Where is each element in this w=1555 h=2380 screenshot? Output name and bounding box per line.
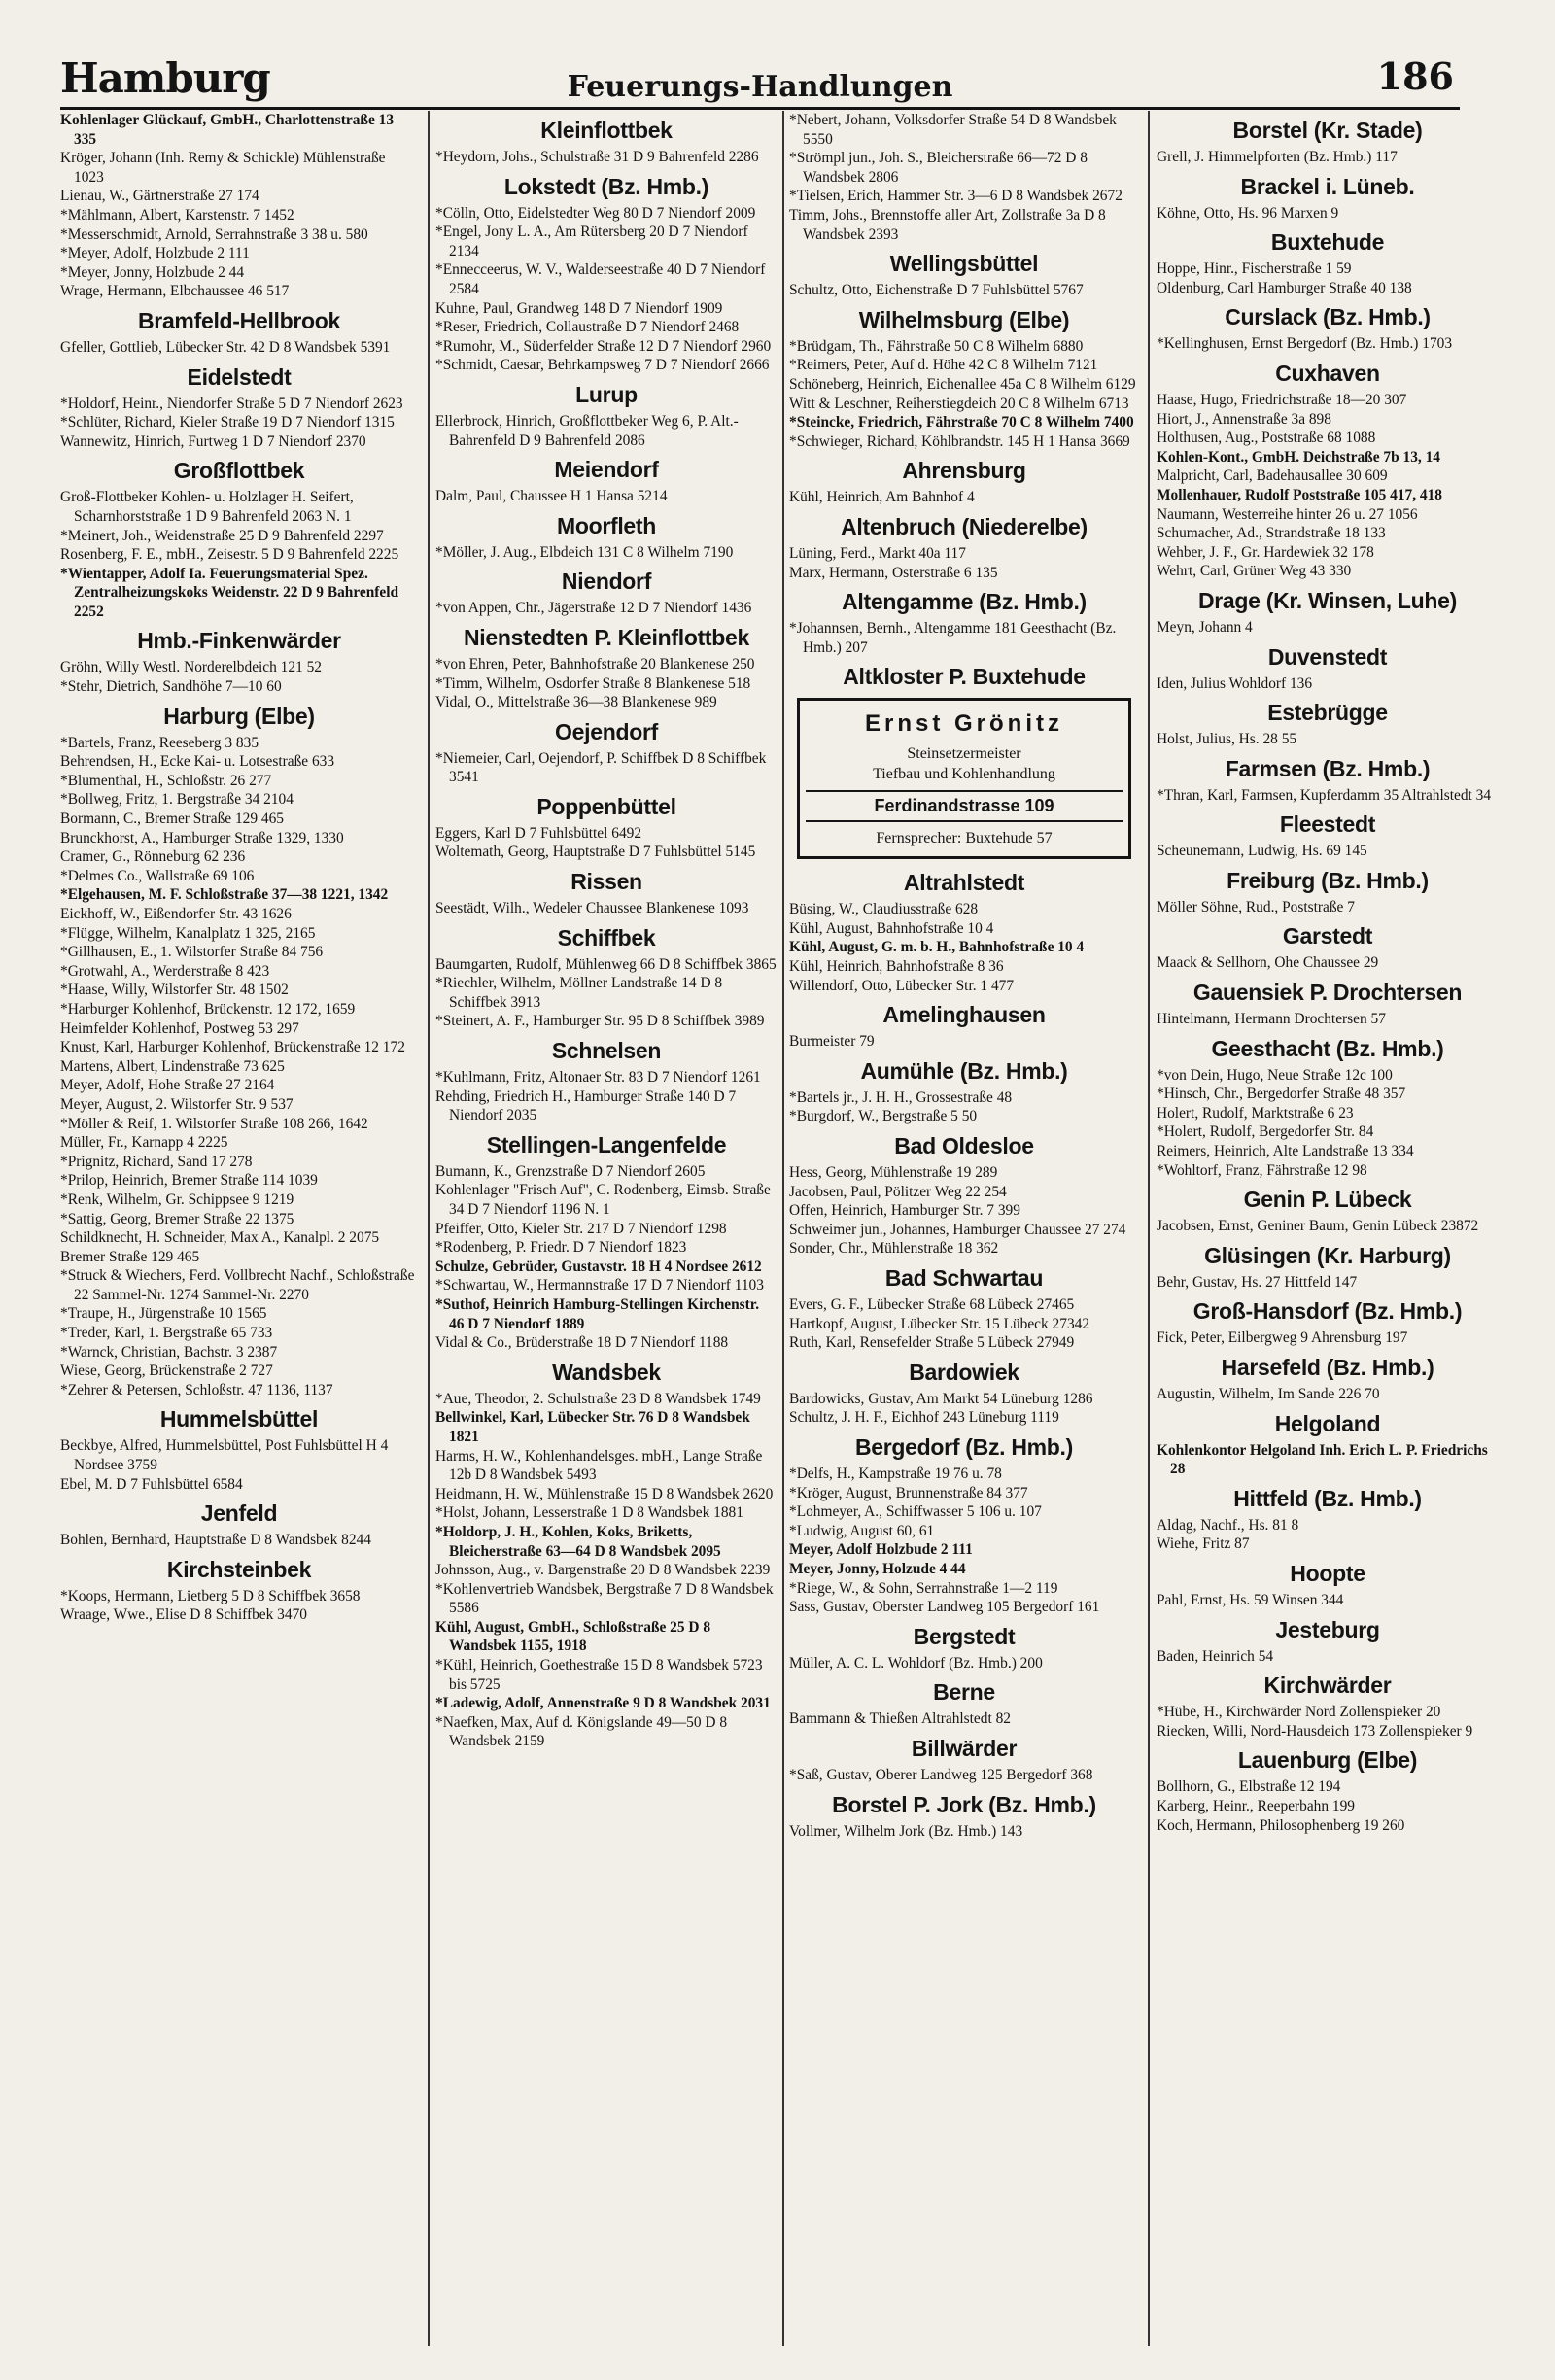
directory-entry: Grell, J. Himmelpforten (Bz. Hmb.) 117 [1157, 149, 1398, 165]
ad-phone: Fernsprecher: Buxtehude 57 [876, 830, 1053, 847]
directory-entry: *Engel, Jony L. A., Am Rütersberg 20 D 7 Niendorf 2134 [435, 224, 748, 259]
directory-entry: Johnsson, Aug., v. Bargenstraße 20 D 8 Wandsbek 2239 [435, 1562, 771, 1579]
place-heading: Fleestedt [1279, 811, 1376, 838]
place-heading: Borstel (Kr. Stade) [1232, 118, 1423, 143]
directory-entry: *Holdorp, J. H., Kohlen, Koks, Briketts, Bleicherstraße 63—64 D 8 Wandsbek 2095 [435, 1523, 721, 1560]
place-heading: Drage (Kr. Winsen, Luhe) [1197, 587, 1458, 613]
directory-entry: Kühl, August, G. m. b. H., Bahnhofstraße 10 4 [789, 939, 1085, 956]
directory-entry: *Treder, Karl, 1. Bergstraße 65 733 [60, 1325, 273, 1342]
directory-entry: *Hübe, H., Kirchwärder Nord Zollenspieker 20 [1157, 1704, 1441, 1721]
directory-entry: Woltemath, Georg, Hauptstraße D 7 Fuhlsbüttel 5145 [435, 844, 756, 861]
directory-entry: *Warnck, Christian, Bachstr. 3 2387 [60, 1343, 278, 1361]
directory-entry: Hoppe, Hinr., Fischerstraße 1 59 [1157, 260, 1352, 278]
place-heading: Farmsen (Bz. Hmb.) [1225, 755, 1431, 781]
directory-entry: Heimfelder Kohlenhof, Postweg 53 297 [60, 1019, 299, 1037]
directory-entry: *Kellinghusen, Ernst Bergedorf (Bz. Hmb.) 1703 [1157, 335, 1453, 353]
column-4 [1157, 111, 1499, 2356]
place-heading: Schnelsen [551, 1038, 662, 1064]
directory-entry: Maack & Sellhorn, Ohe Chaussee 29 [1157, 954, 1379, 972]
column-divider [782, 111, 784, 2346]
directory-entry: *Meyer, Adolf, Holzbude 2 111 [60, 245, 250, 262]
directory-entry: *Holert, Rudolf, Bergedorfer Str. 84 [1157, 1123, 1374, 1141]
directory-entry: Bormann, C., Bremer Straße 129 465 [60, 811, 284, 828]
directory-entry: Meyn, Johann 4 [1157, 618, 1253, 636]
place-heading: Buxtehude [1270, 229, 1385, 256]
directory-entry: *Timm, Wilhelm, Osdorfer Straße 8 Blankenese 518 [435, 674, 751, 692]
directory-entry: *Tielsen, Erich, Hammer Str. 3—6 D 8 Wandsbek 2672 [789, 188, 1123, 205]
directory-entry: *Elgehausen, M. F. Schloßstraße 37—38 1221, 1342 [60, 886, 389, 904]
directory-entry: Harms, H. W., Kohlenhandelsges. mbH., Lange Straße 12b D 8 Wandsbek 5493 [435, 1447, 763, 1484]
directory-entry: Scheunemann, Ludwig, Hs. 69 145 [1157, 843, 1367, 860]
directory-entry: *Grotwahl, A., Werderstraße 8 423 [60, 962, 270, 980]
advertisement-box [797, 698, 1131, 859]
directory-entry: *Steincke, Friedrich, Fährstraße 70 C 8 Wilhelm 7400 [789, 414, 1134, 431]
directory-entry: Hess, Georg, Mühlenstraße 19 289 [789, 1164, 998, 1182]
directory-entry: *Kröger, August, Brunnenstraße 84 377 [789, 1484, 1028, 1501]
directory-entry: *Möller, J. Aug., Elbdeich 131 C 8 Wilhelm 7190 [435, 543, 734, 561]
directory-entry: Schumacher, Ad., Strandstraße 18 133 [1157, 525, 1386, 542]
directory-entry: Wrage, Hermann, Elbchaussee 46 517 [60, 283, 290, 300]
place-heading: Hummelsbüttel [159, 1406, 319, 1432]
place-heading: Stellingen-Langenfelde [486, 1131, 727, 1157]
place-heading: Altengamme (Bz. Hmb.) [842, 589, 1087, 615]
directory-entry: *Kühl, Heinrich, Goethestraße 15 D 8 Wandsbek 5723 bis 5725 [435, 1657, 763, 1693]
directory-entry: Wraage, Wwe., Elise D 8 Schiffbek 3470 [60, 1606, 307, 1624]
place-heading: Moorfleth [556, 512, 657, 538]
section-title: Feuerungs-Handlungen [567, 70, 953, 104]
directory-entry: Eickhoff, W., Eißendorfer Str. 43 1626 [60, 906, 292, 922]
place-heading: Hittfeld (Bz. Hmb.) [1233, 1485, 1422, 1511]
directory-entry: *Cölln, Otto, Eidelstedter Weg 80 D 7 Niendorf 2009 [435, 204, 756, 222]
directory-entry: Mollenhauer, Rudolf Poststraße 105 417, 418 [1157, 486, 1442, 503]
directory-entry: *Riege, W., & Sohn, Serrahnstraße 1—2 119 [789, 1579, 1058, 1597]
place-heading: Estebrügge [1267, 700, 1388, 726]
place-heading: Curslack (Bz. Hmb.) [1225, 304, 1431, 330]
place-heading: Groß-Hansdorf (Bz. Hmb.) [1192, 1298, 1463, 1325]
directory-entry: Holert, Rudolf, Marktstraße 6 23 [1157, 1104, 1354, 1121]
directory-entry: Sass, Gustav, Oberster Landweg 105 Bergedorf 161 [789, 1599, 1100, 1616]
directory-entry: Martens, Albert, Lindenstraße 73 625 [60, 1057, 285, 1075]
directory-entry: *Rumohr, M., Süderfelder Straße 12 D 7 Niendorf 2960 [435, 337, 772, 355]
directory-entry: *Wohltorf, Franz, Fährstraße 12 98 [1157, 1161, 1367, 1179]
place-heading: Helgoland [1274, 1410, 1381, 1436]
directory-entry: *Rodenberg, P. Friedr. D 7 Niendorf 1823 [435, 1239, 687, 1257]
directory-entry: Kühl, August, GmbH., Schloßstraße 25 D 8 Wandsbek 1155, 1918 [435, 1618, 711, 1655]
directory-entry: *Möller & Reif, 1. Wilstorfer Straße 108 266, 1642 [60, 1115, 368, 1132]
directory-entry: Köhne, Otto, Hs. 96 Marxen 9 [1157, 204, 1339, 222]
directory-entry: *Messerschmidt, Arnold, Serrahnstraße 3 38 u. 580 [60, 225, 368, 243]
directory-entry: Burmeister 79 [789, 1033, 875, 1051]
directory-entry: *Suthof, Heinrich Hamburg-Stellingen Kirchenstr. 46 D 7 Niendorf 1889 [435, 1295, 760, 1332]
directory-entry: Schulze, Gebrüder, Gustavstr. 18 H 4 Nordsee 2612 [435, 1258, 762, 1275]
place-heading: Lauenburg (Elbe) [1237, 1747, 1418, 1774]
directory-entry: Seestädt, Wilh., Wedeler Chaussee Blankenese 1093 [435, 900, 749, 917]
directory-entry: *Schwieger, Richard, Köhlbrandstr. 145 H 1 Hansa 3669 [789, 432, 1130, 450]
directory-entry: *Nebert, Johann, Volksdorfer Straße 54 D 8 Wandsbek 5550 [789, 112, 1117, 148]
directory-entry: Sonder, Chr., Mühlenstraße 18 362 [789, 1240, 999, 1258]
directory-entry: Kohlen-Kont., GmbH. Deichstraße 7b 13, 14 [1157, 448, 1441, 466]
directory-entry: Bardowicks, Gustav, Am Markt 54 Lüneburg 1286 [789, 1390, 1093, 1407]
page-header [60, 51, 1460, 110]
directory-entry: *Brüdgam, Th., Fährstraße 50 C 8 Wilhelm 6880 [789, 337, 1084, 355]
directory-entry: Naumann, Westerreihe hinter 26 u. 27 1056 [1157, 505, 1418, 523]
directory-entry: *Schlüter, Richard, Kieler Straße 19 D 7 Niendorf 1315 [60, 414, 395, 431]
directory-entry: Meyer, Adolf Holzbude 2 111 [789, 1541, 973, 1559]
column-3 [789, 111, 1139, 2356]
directory-entry: Kröger, Johann (Inh. Remy & Schickle) Mühlenstraße 1023 [60, 150, 386, 186]
place-heading: Niendorf [561, 569, 652, 595]
place-heading: Rissen [570, 869, 642, 895]
directory-entry: *Sattig, Georg, Bremer Straße 22 1375 [60, 1210, 294, 1227]
directory-entry: Witt & Leschner, Reiherstiegdeich 20 C 8 Wilhelm 6713 [789, 395, 1129, 412]
directory-entry: Brunckhorst, A., Hamburger Straße 1329, 1330 [60, 829, 344, 846]
place-heading: Großflottbek [173, 458, 305, 484]
directory-entry: Schultz, Otto, Eichenstraße D 7 Fuhlsbüttel 5767 [789, 282, 1084, 299]
directory-entry: *Mählmann, Albert, Karstenstr. 7 1452 [60, 206, 294, 224]
directory-entry: Karberg, Heinr., Reeperbahn 199 [1157, 1797, 1356, 1814]
ad-trade-line: Steinsetzermeister [907, 745, 1021, 763]
place-heading: Hmb.-Finkenwärder [137, 628, 341, 654]
directory-entry: Behr, Gustav, Hs. 27 Hittfeld 147 [1157, 1273, 1358, 1291]
directory-entry: *Steinert, A. F., Hamburger Str. 95 D 8 Schiffbek 3989 [435, 1013, 765, 1030]
directory-entry: Fick, Peter, Eilbergweg 9 Ahrensburg 197 [1157, 1329, 1408, 1347]
directory-entry: *Aue, Theodor, 2. Schulstraße 23 D 8 Wandsbek 1749 [435, 1390, 761, 1407]
directory-entry: Bollhorn, G., Elbstraße 12 194 [1157, 1778, 1341, 1796]
directory-entry: *Flügge, Wilhelm, Kanalplatz 1 325, 2165 [60, 924, 316, 942]
directory-entry: Vidal, O., Mittelstraße 36—38 Blankenese 989 [435, 694, 717, 711]
ad-company-name: Ernst Grönitz [864, 710, 1063, 738]
directory-entry: *Koops, Hermann, Lietberg 5 D 8 Schiffbek 3658 [60, 1587, 361, 1604]
place-heading: Aumühle (Bz. Hmb.) [860, 1057, 1068, 1084]
directory-entry: Marx, Hermann, Osterstraße 6 135 [789, 564, 998, 581]
directory-entry: *Prilop, Heinrich, Bremer Straße 114 1039 [60, 1172, 318, 1190]
place-heading: Wellingsbüttel [889, 251, 1039, 277]
directory-entry: *Bartels, Franz, Reeseberg 3 835 [60, 734, 259, 751]
directory-entry: *Blumenthal, H., Schloßstr. 26 277 [60, 772, 272, 789]
directory-entry: *Kohlenvertrieb Wandsbek, Bergstraße 7 D 8 Wandsbek 5586 [435, 1580, 774, 1617]
place-heading: Garstedt [1282, 923, 1373, 949]
directory-entry: Evers, G. F., Lübecker Straße 68 Lübeck 27465 [789, 1296, 1075, 1313]
place-heading: Harsefeld (Bz. Hmb.) [1221, 1355, 1434, 1380]
directory-entry: *Delmes Co., Wallstraße 69 106 [60, 867, 255, 884]
directory-entry: Bohlen, Bernhard, Hauptstraße D 8 Wandsbek 8244 [60, 1532, 371, 1549]
directory-entry: Holthusen, Aug., Poststraße 68 1088 [1157, 430, 1376, 447]
directory-entry: Kohlenlager "Frisch Auf", C. Rodenberg, Eimsb. Straße 34 D 7 Niendorf 1196 N. 1 [435, 1182, 771, 1218]
directory-entry: Oldenburg, Carl Hamburger Straße 40 138 [1157, 279, 1412, 296]
column-divider [428, 111, 430, 2346]
directory-entry: Schildknecht, H. Schneider, Max A., Kanalpl. 2 2075 [60, 1229, 380, 1247]
directory-entry: Müller, A. C. L. Wohldorf (Bz. Hmb.) 200 [789, 1654, 1043, 1672]
directory-entry: *Bartels jr., J. H. H., Grossestraße 48 [789, 1088, 1013, 1106]
directory-entry: Eggers, Karl D 7 Fuhlsbüttel 6492 [435, 824, 642, 842]
column-1 [60, 111, 418, 2356]
city-title: Hamburg [60, 54, 270, 102]
directory-entry: *Stehr, Dietrich, Sandhöhe 7—10 60 [60, 678, 282, 696]
directory-entry: *Naefken, Max, Auf d. Königslande 49—50 D 8 Wandsbek 2159 [435, 1713, 728, 1750]
column-2 [435, 111, 778, 2356]
place-heading: Lurup [575, 381, 638, 407]
place-heading: Berne [933, 1679, 995, 1706]
directory-entry: Ruth, Karl, Rensefelder Straße 5 Lübeck 27949 [789, 1334, 1075, 1352]
directory-entry: *Prignitz, Richard, Sand 17 278 [60, 1153, 253, 1170]
directory-entry: *von Appen, Chr., Jägerstraße 12 D 7 Niendorf 1436 [435, 600, 752, 617]
directory-entry: Koch, Hermann, Philosophenberg 19 260 [1157, 1816, 1405, 1834]
directory-entry: Bumann, K., Grenzstraße D 7 Niendorf 2605 [435, 1162, 706, 1180]
directory-entry: Müller, Fr., Karnapp 4 2225 [60, 1134, 228, 1152]
directory-entry: *Meinert, Joh., Weidenstraße 25 D 9 Bahrenfeld 2297 [60, 527, 384, 544]
place-heading: Ahrensburg [902, 458, 1026, 484]
place-heading: Hoopte [1290, 1560, 1365, 1586]
directory-entry: *Kuhlmann, Fritz, Altonaer Str. 83 D 7 Niendorf 1261 [435, 1069, 761, 1087]
directory-entry: *Struck & Wiechers, Ferd. Vollbrecht Nachf., Schloßstraße 22 Sammel-Nr. 1274 Sammel-Nr. 2270 [60, 1267, 415, 1303]
directory-entry: Meyer, Adolf, Hohe Straße 27 2164 [60, 1077, 275, 1094]
directory-entry: *Schmidt, Caesar, Behrkampsweg 7 D 7 Niendorf 2666 [435, 357, 770, 374]
directory-entry: Wannewitz, Hinrich, Furtweg 1 D 7 Niendorf 2370 [60, 432, 366, 450]
directory-entry: *Wientapper, Adolf Ia. Feuerungsmaterial Spez. Zentralheizungskoks Weidenstr. 22 D 9 Bahrenfeld 2252 [60, 565, 399, 620]
place-heading: Bergedorf (Bz. Hmb.) [854, 1433, 1073, 1460]
directory-entry: Pfeiffer, Otto, Kieler Str. 217 D 7 Niendorf 1298 [435, 1220, 727, 1237]
directory-entry: *Ladewig, Adolf, Annenstraße 9 D 8 Wandsbek 2031 [435, 1695, 771, 1712]
place-heading: Wilhelmsburg (Elbe) [858, 306, 1070, 332]
directory-entry: *Renk, Wilhelm, Gr. Schippsee 9 1219 [60, 1190, 294, 1208]
directory-entry: Kohlenkontor Helgoland Inh. Erich L. P. Friedrichs 28 [1157, 1441, 1488, 1478]
directory-entry: Bremer Straße 129 465 [60, 1248, 200, 1265]
directory-entry: Iden, Julius Wohldorf 136 [1157, 674, 1313, 692]
directory-entry: Rehding, Friedrich H., Hamburger Straße 140 D 7 Niendorf 2035 [435, 1087, 737, 1124]
directory-entry: *Bollweg, Fritz, 1. Bergstraße 34 2104 [60, 791, 294, 809]
ad-address: Ferdinandstrasse 109 [806, 790, 1123, 822]
directory-entry: *Holst, Johann, Lesserstraße 1 D 8 Wandsbek 1881 [435, 1504, 743, 1522]
place-heading: Duvenstedt [1267, 643, 1388, 670]
directory-entry: Augustin, Wilhelm, Im Sande 226 70 [1157, 1386, 1380, 1402]
directory-entry: Kuhne, Paul, Grandweg 148 D 7 Niendorf 1909 [435, 299, 723, 317]
directory-entry: *Haase, Willy, Wilstorfer Str. 48 1502 [60, 982, 289, 999]
directory-entry: Kühl, August, Bahnhofstraße 10 4 [789, 919, 994, 937]
column-divider [1148, 111, 1150, 2346]
directory-entry: *Burgdorf, W., Bergstraße 5 50 [789, 1108, 978, 1125]
directory-entry: *Reser, Friedrich, Collaustraße D 7 Niendorf 2468 [435, 319, 740, 336]
place-heading: Altkloster P. Buxtehude [843, 664, 1086, 690]
directory-entry: *Reimers, Peter, Auf d. Höhe 42 C 8 Wilhelm 7121 [789, 357, 1098, 374]
place-heading: Kleinflottbek [540, 118, 673, 143]
directory-entry: Büsing, W., Claudiusstraße 628 [789, 901, 979, 918]
place-heading: Altenbruch (Niederelbe) [841, 513, 1088, 539]
place-heading: Meiendorf [554, 457, 659, 483]
directory-entry: *Harburger Kohlenhof, Brückenstr. 12 172, 1659 [60, 1000, 356, 1018]
directory-entry: Beckbye, Alfred, Hummelsbüttel, Post Fuhlsbüttel H 4 Nordsee 3759 [60, 1437, 389, 1474]
place-heading: Gauensiek P. Drochtersen [1192, 980, 1463, 1006]
place-heading: Kirchsteinbek [166, 1556, 312, 1582]
place-heading: Jesteburg [1275, 1616, 1380, 1642]
place-heading: Nienstedten P. Kleinflottbek [463, 624, 750, 650]
directory-entry: Meyer, August, 2. Wilstorfer Str. 9 537 [60, 1095, 294, 1113]
place-heading: Lokstedt (Bz. Hmb.) [503, 173, 709, 199]
place-heading: Eidelstedt [187, 363, 292, 390]
directory-entry: Hiort, J., Annenstraße 3a 898 [1157, 410, 1331, 428]
place-heading: Glüsingen (Kr. Harburg) [1204, 1242, 1451, 1268]
ad-business-line: Tiefbau und Kohlenhandlung [873, 766, 1055, 783]
place-heading: Freiburg (Bz. Hmb.) [1227, 867, 1429, 893]
place-heading: Bad Oldesloe [894, 1133, 1034, 1159]
directory-entry: Reimers, Heinrich, Alte Landstraße 13 334 [1157, 1143, 1414, 1160]
directory-entry: Wiehe, Fritz 87 [1157, 1535, 1250, 1553]
directory-entry: *Lohmeyer, A., Schiffwasser 5 106 u. 107 [789, 1503, 1042, 1521]
directory-entry: *Ennecceerus, W. V., Walderseestraße 40 D 7 Niendorf 2584 [435, 261, 766, 297]
directory-entry: *Niemeier, Carl, Oejendorf, P. Schiffbek D 8 Schiffbek 3541 [435, 749, 767, 786]
place-heading: Geesthacht (Bz. Hmb.) [1211, 1035, 1444, 1061]
place-heading: Altrahlstedt [903, 870, 1025, 896]
directory-entry: *von Dein, Hugo, Neue Straße 12c 100 [1157, 1066, 1393, 1084]
directory-entry: Hartkopf, August, Lübecker Str. 15 Lübeck 27342 [789, 1315, 1090, 1332]
directory-entry: Kühl, Heinrich, Am Bahnhof 4 [789, 489, 975, 506]
directory-entry: Pahl, Ernst, Hs. 59 Winsen 344 [1157, 1591, 1344, 1608]
directory-entry: Wehber, J. F., Gr. Hardewiek 32 178 [1157, 543, 1374, 561]
directory-entry: *Riechler, Wilhelm, Möllner Landstraße 14 D 8 Schiffbek 3913 [435, 975, 723, 1011]
directory-entry: *Schwartau, W., Hermannstraße 17 D 7 Niendorf 1103 [435, 1277, 764, 1294]
place-heading: Kirchwärder [1263, 1673, 1392, 1699]
place-heading: Bramfeld-Hellbrook [137, 307, 341, 333]
directory-entry: Gfeller, Gottlieb, Lübecker Str. 42 D 8 Wandsbek 5391 [60, 338, 391, 356]
place-heading: Cuxhaven [1275, 360, 1380, 386]
page-number: 186 [1376, 54, 1454, 98]
directory-entry: Schultz, J. H. F., Eichhof 243 Lüneburg 1119 [789, 1409, 1059, 1427]
directory-entry: *Heydorn, Johs., Schulstraße 31 D 9 Bahrenfeld 2286 [435, 149, 759, 165]
directory-entry: Jacobsen, Paul, Pölitzer Weg 22 254 [789, 1183, 1007, 1200]
directory-entry: Kohlenlager Glückauf, GmbH., Charlottenstraße 13 335 [60, 112, 395, 148]
place-heading: Oejendorf [555, 718, 658, 744]
directory-entry: Lüning, Ferd., Markt 40a 117 [789, 544, 966, 562]
directory-entry: Vidal & Co., Brüderstraße 18 D 7 Niendorf 1188 [435, 1334, 729, 1352]
directory-entry: *Zehrer & Petersen, Schloßstr. 47 1136, 1137 [60, 1381, 333, 1398]
directory-entry: *Johannsen, Bernh., Altengamme 181 Geesthacht (Bz. Hmb.) 207 [789, 620, 1117, 656]
directory-entry: Malpricht, Carl, Badehausallee 30 609 [1157, 467, 1388, 485]
place-heading: Brackel i. Lüneb. [1240, 173, 1415, 199]
directory-entry: Meyer, Jonny, Holzude 4 44 [789, 1560, 966, 1577]
directory-entry: *Traupe, H., Jürgenstraße 10 1565 [60, 1305, 267, 1323]
place-heading: Amelinghausen [882, 1002, 1046, 1028]
directory-entry: Offen, Heinrich, Hamburger Str. 7 399 [789, 1202, 1020, 1220]
directory-entry: Ellerbrock, Hinrich, Großflottbeker Weg 6, P. Alt.-Bahrenfeld D 9 Bahrenfeld 2086 [435, 412, 739, 449]
directory-entry: *Saß, Gustav, Oberer Landweg 125 Bergedorf 368 [789, 1766, 1093, 1783]
directory-entry: Willendorf, Otto, Lübecker Str. 1 477 [789, 977, 1015, 994]
directory-entry: Dalm, Paul, Chaussee H 1 Hansa 5214 [435, 488, 668, 505]
directory-entry: Knust, Karl, Harburger Kohlenhof, Brückenstraße 12 172 [60, 1039, 405, 1056]
directory-entry: Schweimer jun., Johannes, Hamburger Chaussee 27 274 [789, 1221, 1126, 1238]
place-heading: Borstel P. Jork (Bz. Hmb.) [832, 1791, 1096, 1817]
place-heading: Bardowiek [909, 1359, 1019, 1385]
directory-entry: Bammann & Thießen Altrahlstedt 82 [789, 1710, 1011, 1728]
directory-entry: Gröhn, Willy Westl. Norderelbdeich 121 52 [60, 659, 322, 676]
directory-entry: *Strömpl jun., Joh. S., Bleicherstraße 66—72 D 8 Wandsbek 2806 [789, 150, 1088, 186]
directory-entry: *Meyer, Jonny, Holzbude 2 44 [60, 263, 245, 281]
directory-entry: Rosenberg, F. E., mbH., Zeisestr. 5 D 9 Bahrenfeld 2225 [60, 546, 399, 564]
directory-entry: Riecken, Willi, Nord-Hausdeich 173 Zollenspieker 9 [1157, 1722, 1473, 1740]
directory-entry: Kühl, Heinrich, Bahnhofstraße 8 36 [789, 958, 1004, 976]
directory-entry: *Holdorf, Heinr., Niendorfer Straße 5 D 7 Niendorf 2623 [60, 395, 403, 412]
directory-entry: Aldag, Nachf., Hs. 81 8 [1157, 1516, 1299, 1534]
directory-entry: Wehrt, Carl, Grüner Weg 43 330 [1157, 563, 1352, 580]
place-heading: Jenfeld [200, 1500, 278, 1527]
place-heading: Bergstedt [913, 1623, 1016, 1649]
directory-entry: Jacobsen, Ernst, Geniner Baum, Genin Lübeck 23872 [1157, 1218, 1479, 1235]
place-heading: Bad Schwartau [884, 1265, 1044, 1291]
directory-entry: *Hinsch, Chr., Bergedorfer Straße 48 357 [1157, 1086, 1406, 1103]
place-heading: Harburg (Elbe) [163, 703, 315, 729]
directory-entry: *Gillhausen, E., 1. Wilstorfer Straße 84 756 [60, 944, 324, 961]
directory-entry: Vollmer, Wilhelm Jork (Bz. Hmb.) 143 [789, 1822, 1023, 1840]
directory-entry: Behrendsen, H., Ecke Kai- u. Lotsestraße 633 [60, 753, 335, 771]
directory-entry: Timm, Johs., Brennstoffe aller Art, Zollstraße 3a D 8 Wandsbek 2393 [789, 206, 1106, 243]
place-heading: Genin P. Lübeck [1243, 1187, 1412, 1213]
directory-entry: Schöneberg, Heinrich, Eichenallee 45a C 8 Wilhelm 6129 [789, 375, 1136, 393]
directory-entry: Groß-Flottbeker Kohlen- u. Holzlager H. Seifert, Scharnhorststraße 1 D 9 Bahrenfeld 2063 N. 1 [60, 489, 354, 525]
directory-entry: *Delfs, H., Kampstraße 19 76 u. 78 [789, 1465, 1002, 1482]
directory-entry: Möller Söhne, Rud., Poststraße 7 [1157, 898, 1355, 915]
directory-entry: Haase, Hugo, Friedrichstraße 18—20 307 [1157, 391, 1407, 408]
place-heading: Wandsbek [552, 1359, 661, 1385]
place-heading: Billwärder [911, 1735, 1018, 1761]
directory-entry: Cramer, G., Rönneburg 62 236 [60, 848, 246, 866]
directory-entry: Baden, Heinrich 54 [1157, 1647, 1274, 1665]
directory-entry: Baumgarten, Rudolf, Mühlenweg 66 D 8 Schiffbek 3865 [435, 955, 777, 973]
directory-entry: Heidmann, H. W., Mühlenstraße 15 D 8 Wandsbek 2620 [435, 1485, 774, 1502]
directory-entry: Wiese, Georg, Brückenstraße 2 727 [60, 1362, 273, 1380]
place-heading: Schiffbek [557, 924, 656, 950]
directory-entry: Lienau, W., Gärtnerstraße 27 174 [60, 188, 259, 205]
directory-entry: *Ludwig, August 60, 61 [789, 1522, 935, 1539]
directory-entry: Bellwinkel, Karl, Lübecker Str. 76 D 8 Wandsbek 1821 [435, 1409, 750, 1445]
directory-entry: Holst, Julius, Hs. 28 55 [1157, 731, 1297, 748]
directory-entry: Ebel, M. D 7 Fuhlsbüttel 6584 [60, 1475, 243, 1493]
place-heading: Poppenbüttel [536, 793, 676, 819]
directory-entry: Hintelmann, Hermann Drochtersen 57 [1157, 1011, 1386, 1028]
directory-entry: *Thran, Karl, Farmsen, Kupferdamm 35 Altrahlstedt 34 [1157, 786, 1492, 804]
directory-entry: *von Ehren, Peter, Bahnhofstraße 20 Blankenese 250 [435, 655, 755, 673]
